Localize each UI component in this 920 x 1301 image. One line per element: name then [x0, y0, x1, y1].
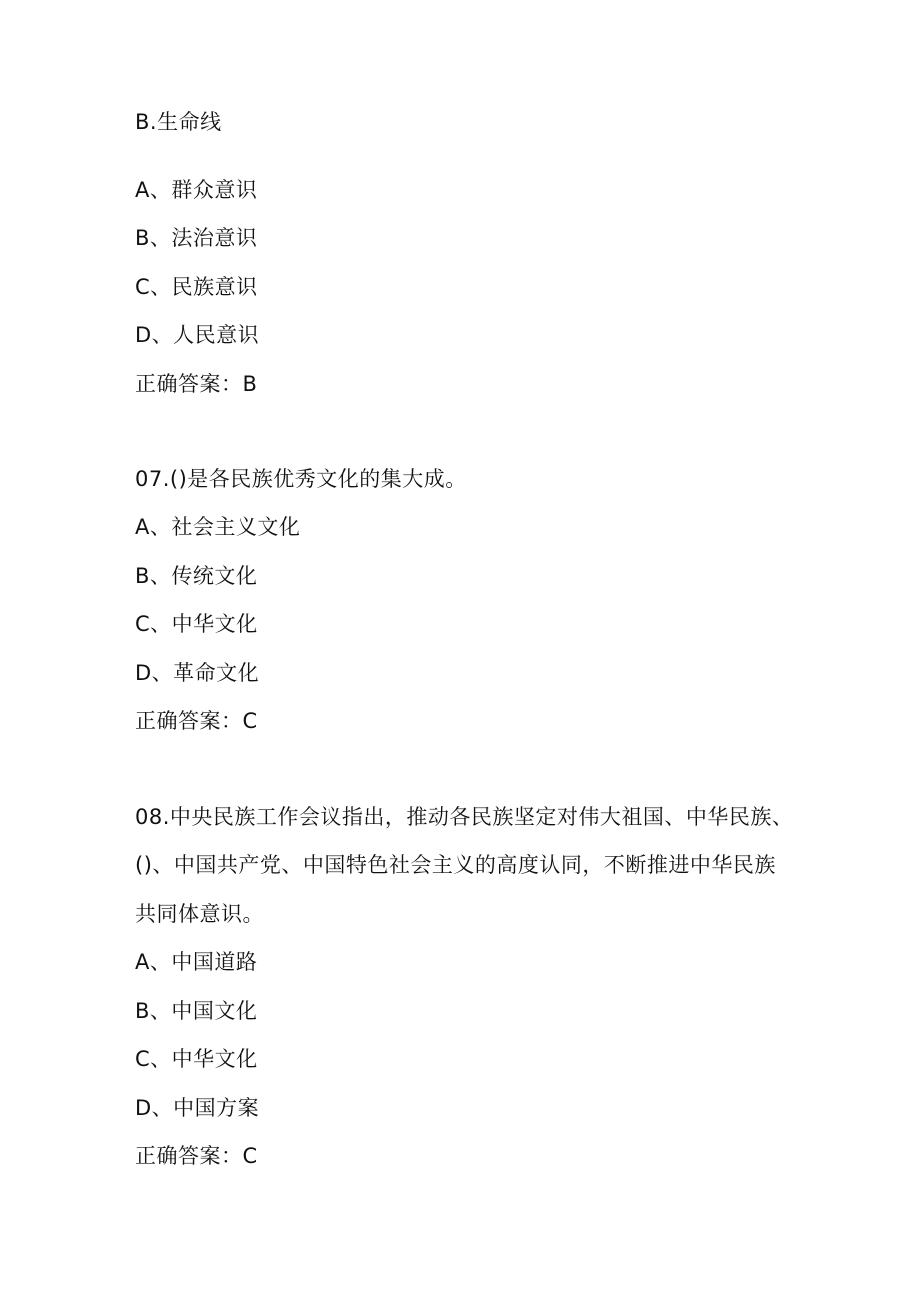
q07-option-d: D、革命文化	[135, 661, 260, 685]
q06-option-d: D、人民意识	[135, 323, 260, 347]
q06-option-b: B、法治意识	[135, 226, 258, 250]
q08-option-b: B、中国文化	[135, 999, 258, 1023]
q07-option-a: A、社会主义文化	[135, 515, 301, 539]
option-b-fragment: B.生命线	[135, 110, 222, 134]
q08-option-d: D、中国方案	[135, 1096, 260, 1120]
q06-answer: 正确答案：B	[135, 372, 258, 396]
q08-stem-line-2: ()、中国共产党、中国特色社会主义的高度认同，不断推进中华民族	[135, 853, 776, 877]
q08-stem-line-3: 共同体意识。	[135, 902, 264, 926]
q06-option-a: A、群众意识	[135, 178, 258, 202]
q08-option-c: C、中华文化	[135, 1047, 258, 1071]
q08-answer: 正确答案：C	[135, 1144, 258, 1168]
q06-option-c: C、民族意识	[135, 275, 258, 299]
q07-stem: 07.()是各民族优秀文化的集大成。	[135, 467, 467, 491]
q07-answer: 正确答案：C	[135, 709, 258, 733]
q08-option-a: A、中国道路	[135, 950, 258, 974]
q07-option-c: C、中华文化	[135, 612, 258, 636]
q07-option-b: B、传统文化	[135, 564, 258, 588]
q08-stem-line-1: 08.中央民族工作会议指出，推动各民族坚定对伟大祖国、中华民族、	[135, 805, 794, 829]
